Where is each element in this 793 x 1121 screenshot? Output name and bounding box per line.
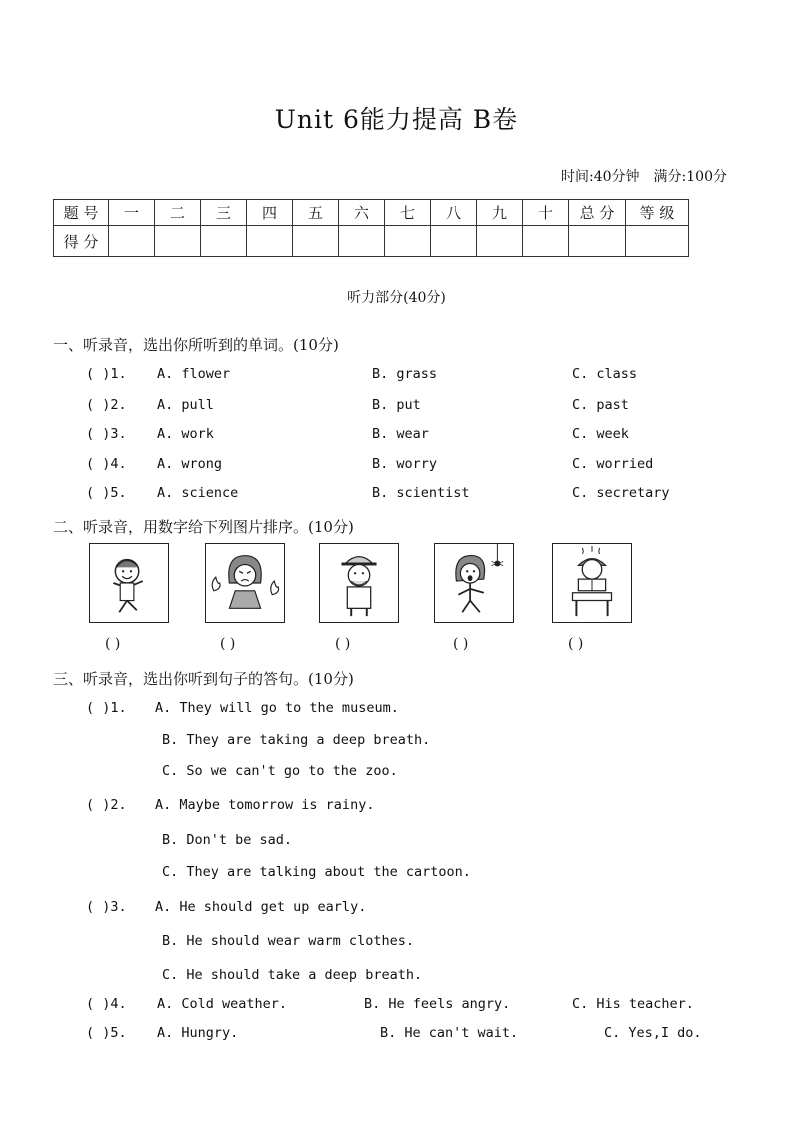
table-cell: 一 bbox=[109, 200, 155, 226]
table-cell: 七 bbox=[385, 200, 431, 226]
time-label: 时间:40分钟 bbox=[561, 169, 640, 185]
option-c: C. So we can't go to the zoo. bbox=[162, 763, 398, 779]
score-table-header-row bbox=[54, 200, 689, 226]
option-b: B. He can't wait. bbox=[380, 1025, 519, 1041]
option-b: B. He should wear warm clothes. bbox=[162, 933, 414, 949]
score-entry-cell[interactable] bbox=[431, 226, 477, 257]
score-entry-cell[interactable] bbox=[523, 226, 569, 257]
option-b: B. put bbox=[372, 397, 421, 413]
option-a: A. Hungry. bbox=[157, 1025, 239, 1041]
score-entry-cell[interactable] bbox=[569, 226, 626, 257]
score-entry-cell[interactable] bbox=[339, 226, 385, 257]
answer-blank[interactable]: ( )5. bbox=[86, 1025, 127, 1041]
option-b: B. wear bbox=[372, 426, 429, 442]
option-c: C. worried bbox=[572, 456, 654, 472]
angry-girl-icon bbox=[205, 543, 285, 623]
table-cell: 九 bbox=[477, 200, 523, 226]
section2-heading: 二、听录音，用数字给下列图片排序。(10分) bbox=[53, 518, 354, 536]
answer-blank[interactable]: ( )3. bbox=[86, 426, 127, 442]
answer-blank[interactable]: ( )2. bbox=[86, 397, 127, 413]
table-cell: 得 分 bbox=[54, 226, 109, 257]
answer-blank[interactable]: ( )1. bbox=[86, 366, 127, 382]
part-title: 听力部分(40分) bbox=[347, 290, 446, 306]
score-entry-cell[interactable] bbox=[626, 226, 689, 257]
option-c: C. He should take a deep breath. bbox=[162, 967, 423, 983]
score-entry-cell[interactable] bbox=[155, 226, 201, 257]
cold-old-man-icon bbox=[319, 543, 399, 623]
answer-blank[interactable]: ( )4. bbox=[86, 456, 127, 472]
answer-blank[interactable]: ( )1. bbox=[86, 700, 127, 716]
picture-order-blank[interactable]: ( ) bbox=[105, 636, 121, 652]
option-c: C. Yes,I do. bbox=[604, 1025, 702, 1041]
table-cell: 三 bbox=[201, 200, 247, 226]
full-score-label: 满分:100分 bbox=[653, 169, 727, 185]
picture-order-blank[interactable]: ( ) bbox=[220, 636, 236, 652]
option-a: A. He should get up early. bbox=[155, 899, 367, 915]
option-b: B. scientist bbox=[372, 485, 470, 501]
option-a: A. science bbox=[157, 485, 239, 501]
score-entry-cell[interactable] bbox=[385, 226, 431, 257]
table-cell: 四 bbox=[247, 200, 293, 226]
option-b: B. Don't be sad. bbox=[162, 832, 293, 848]
option-c: C. past bbox=[572, 397, 629, 413]
option-c: C. class bbox=[572, 366, 638, 382]
score-table-score-row bbox=[54, 226, 689, 257]
scared-girl-spider-icon bbox=[434, 543, 514, 623]
option-c: C. secretary bbox=[572, 485, 670, 501]
option-a: A. wrong bbox=[157, 456, 223, 472]
answer-blank[interactable]: ( )2. bbox=[86, 797, 127, 813]
score-entry-cell[interactable] bbox=[293, 226, 339, 257]
option-a: A. Cold weather. bbox=[157, 996, 288, 1012]
page-title: Unit 6能力提高 B卷 bbox=[274, 105, 519, 134]
score-entry-cell[interactable] bbox=[201, 226, 247, 257]
section3-heading: 三、听录音，选出你听到句子的答句。(10分) bbox=[53, 670, 354, 688]
option-c: C. week bbox=[572, 426, 629, 442]
option-a: A. They will go to the museum. bbox=[155, 700, 399, 716]
table-cell: 二 bbox=[155, 200, 201, 226]
picture-order-blank[interactable]: ( ) bbox=[335, 636, 351, 652]
option-b: B. They are taking a deep breath. bbox=[162, 732, 431, 748]
option-c: C. His teacher. bbox=[572, 996, 694, 1012]
picture-order-blank[interactable]: ( ) bbox=[568, 636, 584, 652]
table-cell: 等 级 bbox=[626, 200, 689, 226]
worried-student-reading-icon bbox=[552, 543, 632, 623]
option-c: C. They are talking about the cartoon. bbox=[162, 864, 471, 880]
score-entry-cell[interactable] bbox=[109, 226, 155, 257]
table-cell: 总 分 bbox=[569, 200, 626, 226]
happy-child-icon bbox=[89, 543, 169, 623]
table-cell: 十 bbox=[523, 200, 569, 226]
picture-order-blank[interactable]: ( ) bbox=[453, 636, 469, 652]
score-entry-cell[interactable] bbox=[247, 226, 293, 257]
table-cell: 五 bbox=[293, 200, 339, 226]
table-cell: 六 bbox=[339, 200, 385, 226]
option-a: A. pull bbox=[157, 397, 214, 413]
option-a: A. flower bbox=[157, 366, 231, 382]
answer-blank[interactable]: ( )4. bbox=[86, 996, 127, 1012]
option-b: B. grass bbox=[372, 366, 438, 382]
score-entry-cell[interactable] bbox=[477, 226, 523, 257]
table-cell: 题 号 bbox=[54, 200, 109, 226]
score-table bbox=[53, 199, 689, 257]
option-a: A. Maybe tomorrow is rainy. bbox=[155, 797, 375, 813]
option-b: B. He feels angry. bbox=[364, 996, 511, 1012]
exam-meta bbox=[561, 166, 727, 186]
section1-heading: 一、听录音，选出你所听到的单词。(10分) bbox=[53, 336, 339, 354]
option-a: A. work bbox=[157, 426, 214, 442]
table-cell: 八 bbox=[431, 200, 477, 226]
answer-blank[interactable]: ( )5. bbox=[86, 485, 127, 501]
option-b: B. worry bbox=[372, 456, 438, 472]
answer-blank[interactable]: ( )3. bbox=[86, 899, 127, 915]
